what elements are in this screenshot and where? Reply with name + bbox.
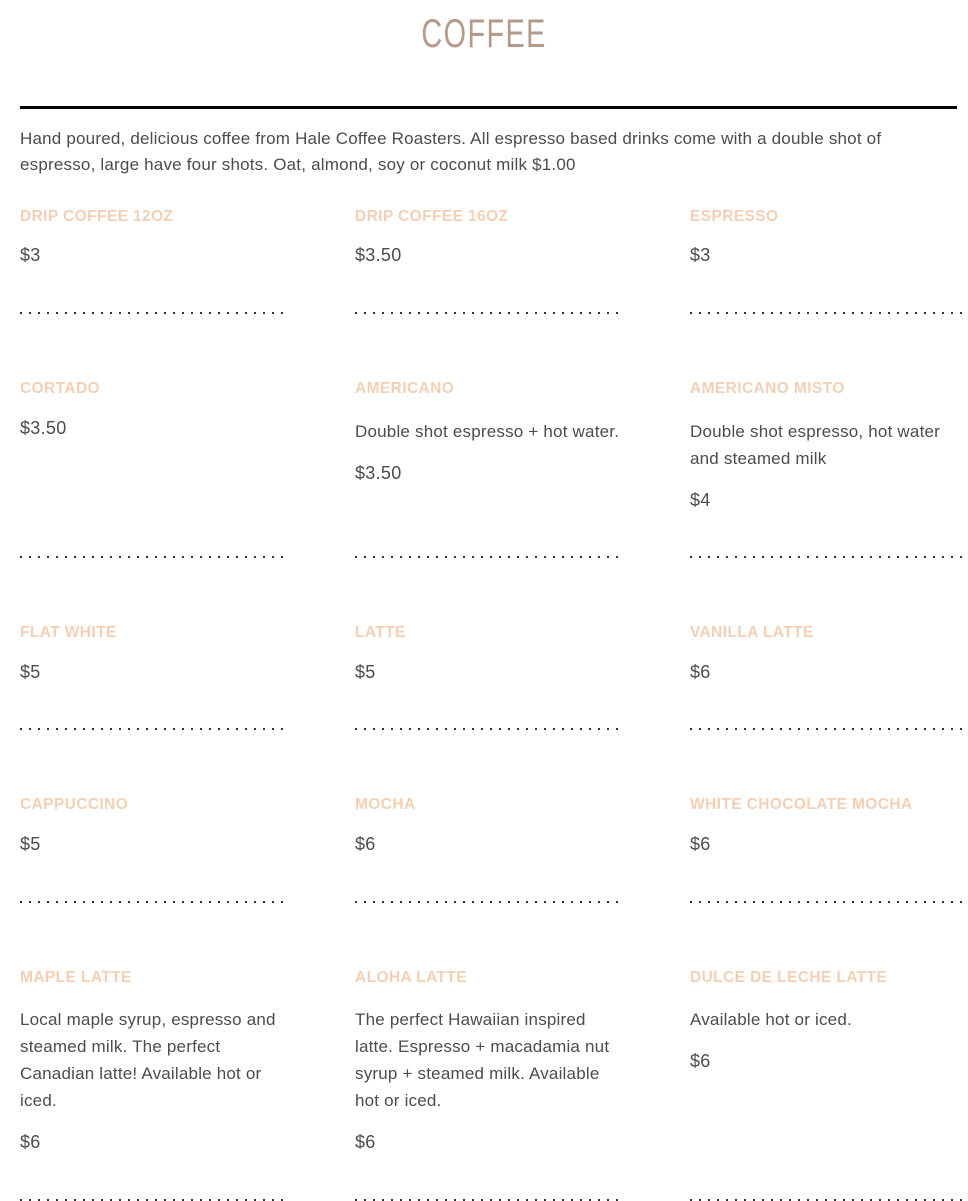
dotted-divider xyxy=(20,901,290,903)
menu-item-name: FLAT WHITE xyxy=(20,624,117,642)
menu-item-price: $6 xyxy=(690,1051,711,1072)
menu-item-name: VANILLA LATTE xyxy=(690,624,814,642)
menu-item-price: $3.50 xyxy=(355,245,402,266)
menu-item xyxy=(20,380,290,558)
menu-item xyxy=(690,969,968,1201)
dotted-divider xyxy=(690,312,968,314)
menu-item-price: $3.50 xyxy=(355,462,402,483)
dotted-divider xyxy=(690,728,968,730)
menu-item-name: CORTADO xyxy=(20,379,101,397)
dotted-divider xyxy=(355,1199,625,1201)
menu-item-name: DRIP COFFEE 16OZ xyxy=(355,207,509,225)
menu-item-price: $6 xyxy=(690,661,711,682)
menu-item-price: $6 xyxy=(20,1132,41,1153)
menu-item-name: WHITE CHOCOLATE MOCHA xyxy=(690,796,913,814)
menu-item-description: Available hot or iced. xyxy=(690,1010,852,1030)
page-header xyxy=(0,0,968,57)
menu-item xyxy=(690,796,968,902)
menu-item xyxy=(20,969,290,1201)
menu-item-description: Local maple syrup, espresso and steamed milk. The perfect Canadian latte! Available hot or iced. xyxy=(20,1010,276,1111)
menu-item-price: $4 xyxy=(690,489,711,510)
menu-item xyxy=(355,624,625,730)
menu-item xyxy=(690,624,968,730)
dotted-divider xyxy=(355,312,625,314)
menu-item-price: $3.50 xyxy=(20,417,67,438)
menu-item xyxy=(355,969,625,1201)
dotted-divider xyxy=(355,728,625,730)
dotted-divider xyxy=(20,728,290,730)
menu-item-name: CAPPUCCINO xyxy=(20,796,129,814)
menu-item-name: AMERICANO xyxy=(355,379,455,397)
menu-item-name: AMERICANO MISTO xyxy=(690,379,845,397)
menu-item xyxy=(355,796,625,902)
menu-item-name: ALOHA LATTE xyxy=(355,968,468,986)
menu-item xyxy=(690,208,968,314)
menu-item-price: $6 xyxy=(355,833,376,854)
menu-item xyxy=(355,208,625,314)
header-divider-rule xyxy=(20,106,957,109)
dotted-divider xyxy=(355,901,625,903)
menu-grid xyxy=(0,208,968,1201)
menu-item-price: $5 xyxy=(20,661,41,682)
menu-item-name: ESPRESSO xyxy=(690,207,779,225)
menu-item-name: DULCE DE LECHE LATTE xyxy=(690,968,888,986)
menu-item-price: $3 xyxy=(690,245,711,266)
dotted-divider xyxy=(690,1199,968,1201)
menu-item xyxy=(355,380,625,558)
menu-item-description: Double shot espresso + hot water. xyxy=(355,421,620,441)
menu-item-price: $6 xyxy=(690,833,711,854)
menu-item-description: The perfect Hawaiian inspired latte. Espresso + macadamia nut syrup + steamed milk. Available hot or iced. xyxy=(355,1010,610,1111)
menu-item-name: MOCHA xyxy=(355,796,416,814)
menu-item-name: DRIP COFFEE 12OZ xyxy=(20,207,174,225)
page-title: COFFEE xyxy=(421,12,547,56)
menu-item-price: $5 xyxy=(355,661,376,682)
menu-item xyxy=(20,208,290,314)
dotted-divider xyxy=(690,901,968,903)
menu-item xyxy=(20,796,290,902)
menu-item-description: Double shot espresso, hot water and steamed milk xyxy=(690,421,941,468)
menu-item xyxy=(20,624,290,730)
dotted-divider xyxy=(355,556,625,558)
menu-item-price: $6 xyxy=(355,1132,376,1153)
dotted-divider xyxy=(690,556,968,558)
menu-item-name: LATTE xyxy=(355,624,406,642)
dotted-divider xyxy=(20,312,290,314)
menu-item-price: $3 xyxy=(20,245,41,266)
menu-item-name: MAPLE LATTE xyxy=(20,968,132,986)
dotted-divider xyxy=(20,1199,290,1201)
menu-intro-text: Hand poured, delicious coffee from Hale Coffee Roasters. All espresso based drinks come with a double shot of espresso, large have four shots. Oat, almond, soy or coconut milk $1.00 xyxy=(20,128,882,174)
dotted-divider xyxy=(20,556,290,558)
menu-item-price: $5 xyxy=(20,833,41,854)
menu-item xyxy=(690,380,968,558)
